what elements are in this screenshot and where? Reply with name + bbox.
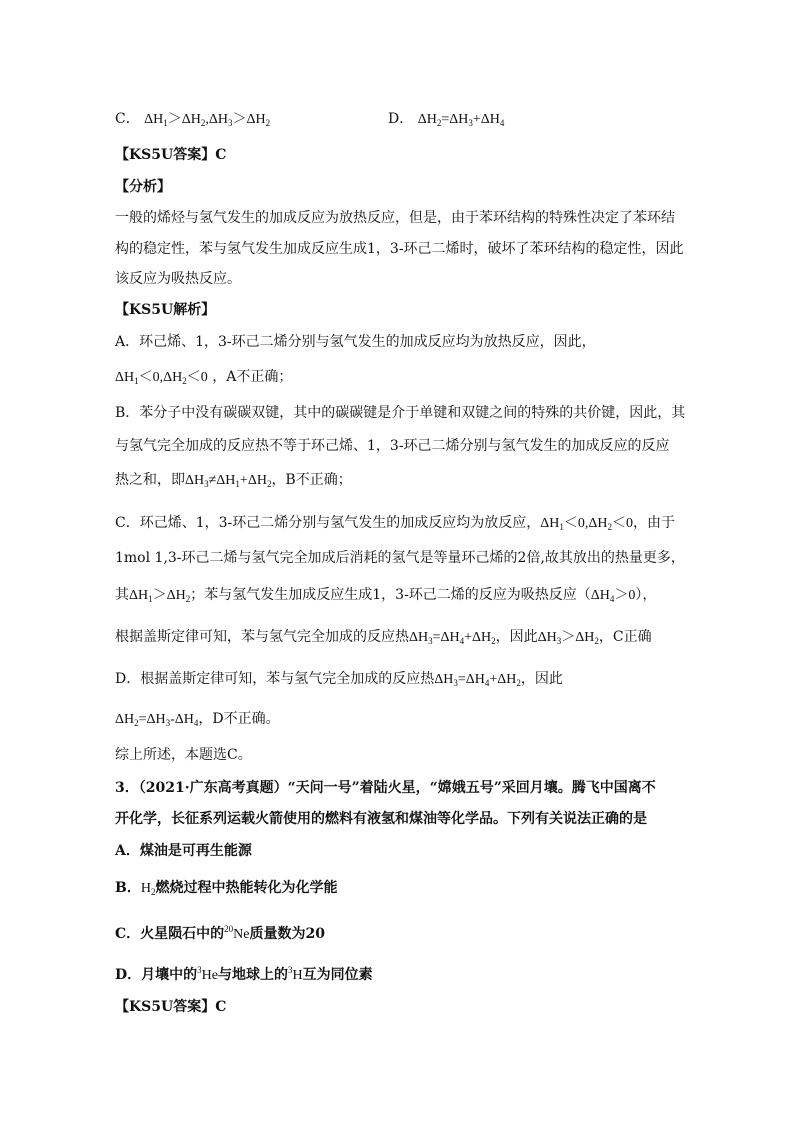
- q3-stem-line1: 3．（2021·广东高考真题）“天问一号”着陆火星，“嫦娥五号”采回月壤。腾飞中国离不: [115, 780, 656, 796]
- q3-option-c: C．火星陨石中的$^{20}$Ne质量数为20: [115, 924, 325, 942]
- explain-c-line2: 1mol 1,3-环己二烯与氢气完全加成后消耗的氢气是等量环己烯的2倍,故其放出的热量更多，: [115, 550, 685, 566]
- chem-formula: $H_2$: [140, 881, 156, 897]
- formula: $\Delta H_1>\Delta H_2,\Delta H_3>\Delta H_2$: [144, 112, 271, 128]
- formula: $\Delta H_1<0,\Delta H_2<0$: [115, 370, 208, 386]
- answer-tag: 【KS5U答案】C: [115, 147, 227, 163]
- explain-c-line3: 其$\Delta H_1>\Delta H_2$；苯与氢气发生加成反应生成1，3-环己二烯的反应为吸热反应$(\Delta H_4>0)$，: [115, 587, 657, 604]
- option-label: D．: [388, 111, 414, 127]
- explain-c-line4: 根据盖斯定律可知，苯与氢气完全加成的反应热$\Delta H_3=\Delta H_4+\Delta H_2$，因此$\Delta H_3>\Delta H_2$，C正确: [115, 629, 652, 646]
- explain-a-line1: A．环己烯、1，3-环己二烯分别与氢气发生的加成反应均为放热反应，因此，: [115, 334, 596, 350]
- explain-b-line1: B．苯分子中没有碳碳双键，其中的碳碳键是介于单键和双键之间的特殊的共价键，因此，其: [115, 405, 686, 421]
- option-label: C．: [115, 111, 140, 127]
- explain-c-line1: C．环己烯、1，3-环己二烯分别与氢气发生的加成反应均为放反应，$\Delta H_1<0,\Delta H_2<0$，由于: [115, 515, 676, 532]
- q3-option-d: D．月壤中的$^3$He与地球上的$^3$H互为同位素: [115, 965, 373, 983]
- isotope-symbol: $^{20}$Ne: [224, 924, 250, 942]
- formula: $\Delta H_3>\Delta H_2$: [537, 630, 599, 646]
- explain-b-line2: 与氢气完全加成的反应热不等于环己烯、1，3-环己二烯分别与氢气发生的加成反应的反应: [115, 438, 670, 454]
- formula: $\Delta H_3\ne\Delta H_1+\Delta H_2$: [185, 473, 272, 489]
- q2-option-c: [115, 110, 270, 132]
- isotope-symbol: $^3$H: [287, 965, 303, 983]
- formula: $\Delta H_1>\Delta H_2$: [129, 588, 191, 604]
- formula: $\Delta H_3=\Delta H_4+\Delta H_2$: [409, 630, 496, 646]
- q3-stem-line2: 开化学，长征系列运载火箭使用的燃料有液氢和煤油等化学品。下列有关说法正确的是: [115, 811, 647, 827]
- q3-option-b: B．$H_2$燃烧过程中热能转化为化学能: [115, 880, 338, 897]
- analysis-tag: 【分析】: [115, 179, 171, 195]
- formula: $\Delta H_2=\Delta H_3+\Delta H_4$: [417, 112, 505, 128]
- isotope-symbol: $^3$He: [197, 965, 218, 983]
- formula: $\Delta H_4>0$: [590, 588, 636, 604]
- explain-d-line2: $\Delta H_2=\Delta H_3-\Delta H_4$，D不正确。: [115, 711, 280, 728]
- formula: $\Delta H_2=\Delta H_3-\Delta H_4$: [115, 712, 199, 728]
- formula: $\Delta H_3=\Delta H_4+\Delta H_2$: [434, 672, 521, 688]
- q3-answer-tag: 【KS5U答案】C: [115, 999, 227, 1015]
- explain-a-line2: $\Delta H_1<0,\Delta H_2<0$ ，A不正确；: [115, 369, 293, 386]
- q3-option-a: A．煤油是可再生能源: [115, 843, 252, 859]
- summary: 综上所述，本题选C。: [115, 747, 252, 763]
- analysis-line: 构的稳定性，苯与氢气发生加成反应生成1，3-环己二烯时，破坏了苯环结构的稳定性，因此: [115, 241, 684, 257]
- q2-option-d: [388, 110, 504, 132]
- explain-tag: 【KS5U解析】: [115, 302, 216, 318]
- analysis-line: 一般的烯烃与氢气发生的加成反应为放热反应，但是，由于苯环结构的特殊性决定了苯环结: [115, 210, 675, 226]
- formula: $\Delta H_1<0,\Delta H_2<0$: [540, 516, 634, 532]
- analysis-line: 该反应为吸热反应。: [115, 271, 241, 287]
- explain-b-line3: 热之和，即$\Delta H_3\ne\Delta H_1+\Delta H_2$，B不正确；: [115, 472, 352, 489]
- explain-d-line1: D．根据盖斯定律可知，苯与氢气完全加成的反应热$\Delta H_3=\Delta H_4+\Delta H_2$，因此: [115, 671, 563, 688]
